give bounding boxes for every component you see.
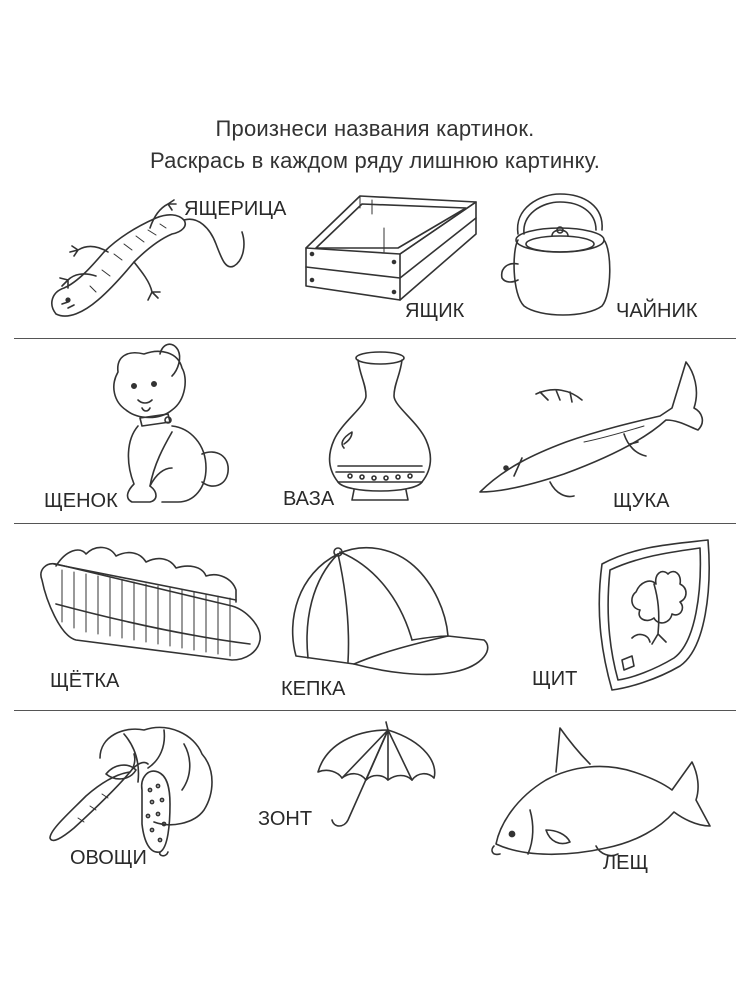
instruction-line-2: Раскрась в каждом ряду лишнюю картинку. [149,148,601,173]
pike-icon [474,350,704,500]
brush-icon [36,540,266,666]
label-umbrella: ЗОНТ [258,808,313,830]
label-vegetables: ОВОЩИ [70,847,147,869]
row-divider [14,523,736,524]
label-cap: КЕПКА [281,678,346,700]
shield-icon [596,538,714,698]
box-icon [300,190,480,305]
label-box: ЯЩИК [405,300,465,322]
vegetables-icon [44,724,224,852]
label-puppy: ЩЕНОК [44,490,118,512]
label-pike: ЩУКА [613,490,670,512]
bream-icon [486,718,712,864]
vase-icon [320,348,442,503]
row-divider [14,338,736,339]
label-lizard: ЯЩЕРИЦА [184,198,287,220]
row-divider [14,710,736,711]
label-vase: ВАЗА [283,488,335,510]
instruction-line-1: Произнеси названия картинок. [215,116,535,141]
umbrella-icon [312,720,444,832]
label-shield: ЩИТ [532,668,578,690]
kettle-icon [500,190,620,322]
cap-icon [284,540,494,680]
label-brush: ЩЁТКА [50,670,120,692]
label-kettle: ЧАЙНИК [616,300,698,322]
puppy-icon [98,344,238,506]
label-bream: ЛЕЩ [603,852,649,874]
